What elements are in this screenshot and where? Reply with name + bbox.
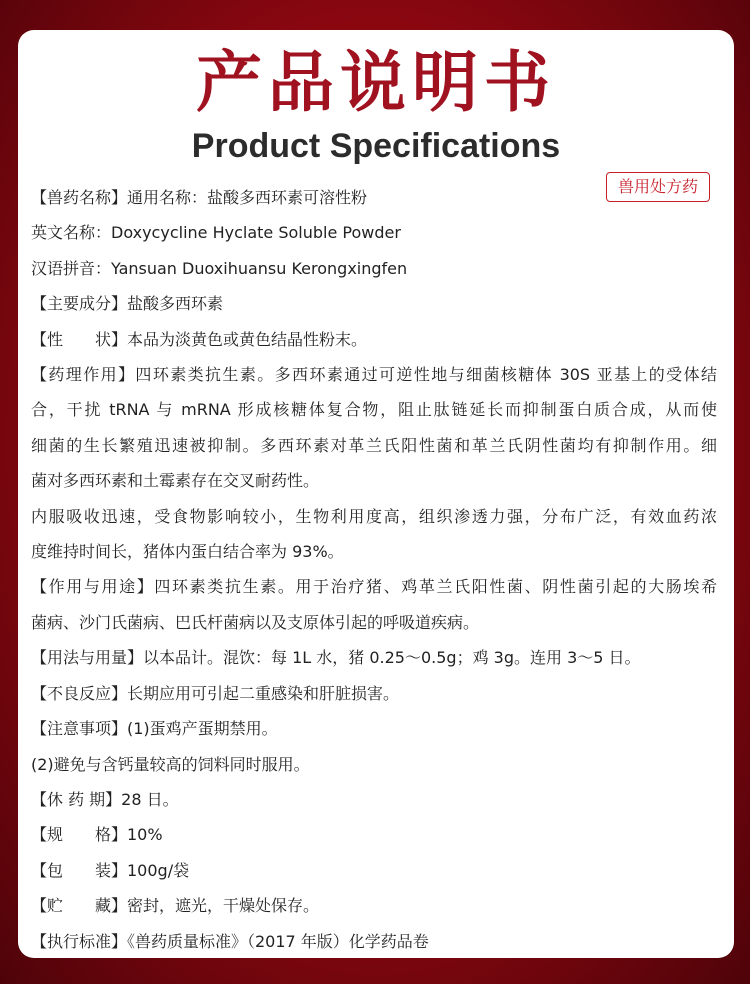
spec-line-absorption: 内服吸收迅速，受食物影响较小，生物利用度高，组织渗透力强，分布广泛，有效血药浓 xyxy=(31,506,717,526)
prescription-badge: 兽用处方药 xyxy=(606,172,710,202)
spec-line-appearance: 【性 状】本品为淡黄色或黄色结晶性粉末。 xyxy=(31,329,368,349)
spec-line-precautions: (2)避免与含钙量较高的饲料同时服用。 xyxy=(31,754,310,774)
spec-line-dosage: 【用法与用量】以本品计。混饮：每 1L 水，猪 0.25～0.5g；鸡 3g。连用 3～5 日。 xyxy=(31,648,641,668)
spec-line-standard: 【执行标准】《兽药质量标准》（2017 年版）化学药品卷 xyxy=(31,931,429,951)
title-english: Product Specifications xyxy=(191,127,561,165)
spec-line-withdrawal: 【休 药 期】28 日。 xyxy=(31,789,179,809)
spec-line-adverse-reactions: 【不良反应】长期应用可引起二重感染和肝脏损害。 xyxy=(31,683,400,703)
spec-line-pharmacology: 【药理作用】四环素类抗生素。多西环素通过可逆性地与细菌核糖体 30S 亚基上的受体结 xyxy=(31,365,717,385)
spec-line-specification: 【规 格】10% xyxy=(31,825,163,845)
spec-line-pharmacology: 细菌的生长繁殖迅速被抑制。多西环素对革兰氏阳性菌和革兰氏阴性菌均有抑制作用。细 xyxy=(31,435,717,455)
spec-sheet-card xyxy=(18,30,734,958)
spec-line-indications: 菌病、沙门氏菌病、巴氏杆菌病以及支原体引起的呼吸道疾病。 xyxy=(31,612,480,632)
spec-line-pharmacology: 菌对多西环素和土霉素存在交叉耐药性。 xyxy=(31,471,320,491)
spec-line-ingredient: 【主要成分】盐酸多西环素 xyxy=(31,294,224,314)
spec-line-pinyin: 汉语拼音：Yansuan Duoxihuansu Kerongxingfen xyxy=(31,258,408,278)
spec-line-precautions: 【注意事项】(1)蛋鸡产蛋期禁用。 xyxy=(31,719,278,739)
spec-line-absorption: 度维持时间长，猪体内蛋白结合率为 93%。 xyxy=(31,542,344,562)
spec-line-indications: 【作用与用途】四环素类抗生素。用于治疗猪、鸡革兰氏阳性菌、阴性菌引起的大肠埃希 xyxy=(31,577,717,597)
spec-line-english-name: 英文名称：Doxycycline Hyclate Soluble Powder xyxy=(31,223,401,243)
spec-line-package: 【包 装】100g/袋 xyxy=(31,860,190,880)
title-chinese: 产品说明书 xyxy=(196,44,556,121)
spec-line-pharmacology: 合，干扰 tRNA 与 mRNA 形成核糖体复合物，阻止肽链延长而抑制蛋白质合成，从而使 xyxy=(31,400,717,420)
spec-line-drug-name: 【兽药名称】通用名称：盐酸多西环素可溶性粉 xyxy=(31,188,368,207)
spec-line-storage: 【贮 藏】密封，遮光，干燥处保存。 xyxy=(31,896,320,916)
spec-content xyxy=(31,180,717,958)
